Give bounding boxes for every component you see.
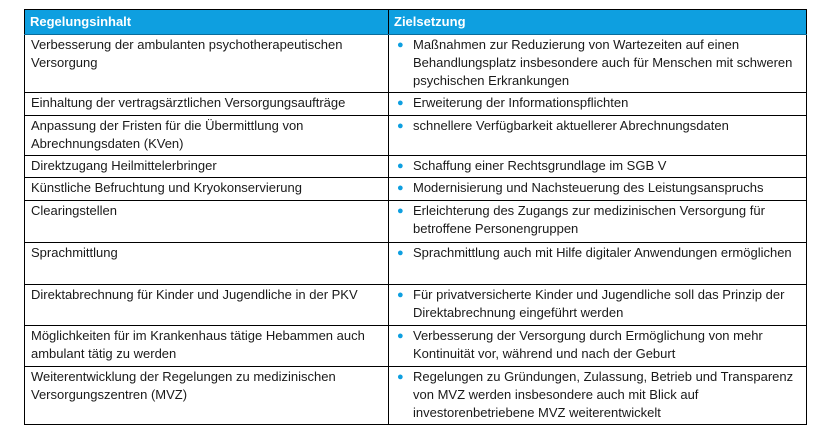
table-row (25, 367, 807, 425)
row-goal-cell (389, 35, 807, 93)
bullet-icon: ● (397, 160, 404, 172)
bullet-icon: ● (397, 247, 404, 259)
row-goal-cell (389, 93, 807, 116)
bullet-icon: ● (397, 371, 404, 383)
row-goal-cell (389, 178, 807, 201)
row-content-cell: Einhaltung der vertragsärztlichen Versorgungsaufträge (25, 93, 389, 116)
row-content-cell: Direktzugang Heilmittelerbringer (25, 156, 389, 178)
row-goal-cell (389, 116, 807, 156)
row-goal-text: schnellere Verfügbarkeit aktuellerer Abrechnungsdaten (413, 118, 729, 133)
bullet-icon: ● (397, 289, 404, 301)
table-header-row (25, 10, 807, 35)
table-row (25, 156, 807, 178)
row-content-cell: Künstliche Befruchtung und Kryokonservierung (25, 178, 389, 201)
bullet-icon: ● (397, 182, 404, 194)
row-goal-cell (389, 326, 807, 367)
row-goal-text: Sprachmittlung auch mit Hilfe digitaler Anwendungen ermöglichen (413, 245, 792, 260)
row-goal-cell (389, 285, 807, 326)
row-content-cell: Direktabrechnung für Kinder und Jugendliche in der PKV (25, 285, 389, 326)
bullet-icon: ● (397, 205, 404, 217)
table-row (25, 35, 807, 93)
row-goal-cell (389, 367, 807, 425)
row-goal-cell (389, 156, 807, 178)
row-content-cell: Verbesserung der ambulanten psychotherapeutischen Versorgung (25, 35, 389, 93)
row-goal-text: Für privatversicherte Kinder und Jugendliche soll das Prinzip der Direktabrechnung eingeführt werden (413, 287, 785, 320)
regulation-table (24, 9, 807, 425)
table-row (25, 326, 807, 367)
row-goal-cell (389, 201, 807, 243)
row-goal-text: Erweiterung der Informationspflichten (413, 95, 629, 110)
bullet-icon: ● (397, 39, 404, 51)
table-row (25, 285, 807, 326)
row-goal-text: Maßnahmen zur Reduzierung von Wartezeiten auf einen Behandlungsplatz insbesondere auch für Menschen mit schweren psychischen Erkrankungen (413, 37, 793, 88)
row-goal-text: Modernisierung und Nachsteuerung des Leistungsanspruchs (413, 180, 764, 195)
row-content-cell: Möglichkeiten für im Krankenhaus tätige Hebammen auch ambulant tätig zu werden (25, 326, 389, 367)
bullet-icon: ● (397, 330, 404, 342)
table-row (25, 178, 807, 201)
row-content-cell: Anpassung der Fristen für die Übermittlung von Abrechnungsdaten (KVen) (25, 116, 389, 156)
table-row (25, 243, 807, 285)
bullet-icon: ● (397, 97, 404, 109)
header-regelungsinhalt: Regelungsinhalt (25, 10, 389, 35)
header-zielsetzung: Zielsetzung (389, 10, 807, 35)
row-content-cell: Clearingstellen (25, 201, 389, 243)
bullet-icon: ● (397, 120, 404, 132)
row-goal-text: Schaffung einer Rechtsgrundlage im SGB V (413, 158, 667, 173)
row-goal-text: Erleichterung des Zugangs zur medizinischen Versorgung für betroffene Personengruppen (413, 203, 765, 236)
row-goal-text: Verbesserung der Versorgung durch Ermöglichung von mehr Kontinuität vor, während und nach der Geburt (413, 328, 763, 361)
row-goal-text: Regelungen zu Gründungen, Zulassung, Betrieb und Transparenz von MVZ werden insbesondere auch mit Blick auf investorenbetriebene MVZ weiterentwickelt (413, 369, 794, 420)
row-goal-cell (389, 243, 807, 285)
row-content-cell: Sprachmittlung (25, 243, 389, 285)
table-row (25, 93, 807, 116)
table-row (25, 116, 807, 156)
row-content-cell: Weiterentwicklung der Regelungen zu medizinischen Versorgungszentren (MVZ) (25, 367, 389, 425)
table-row (25, 201, 807, 243)
